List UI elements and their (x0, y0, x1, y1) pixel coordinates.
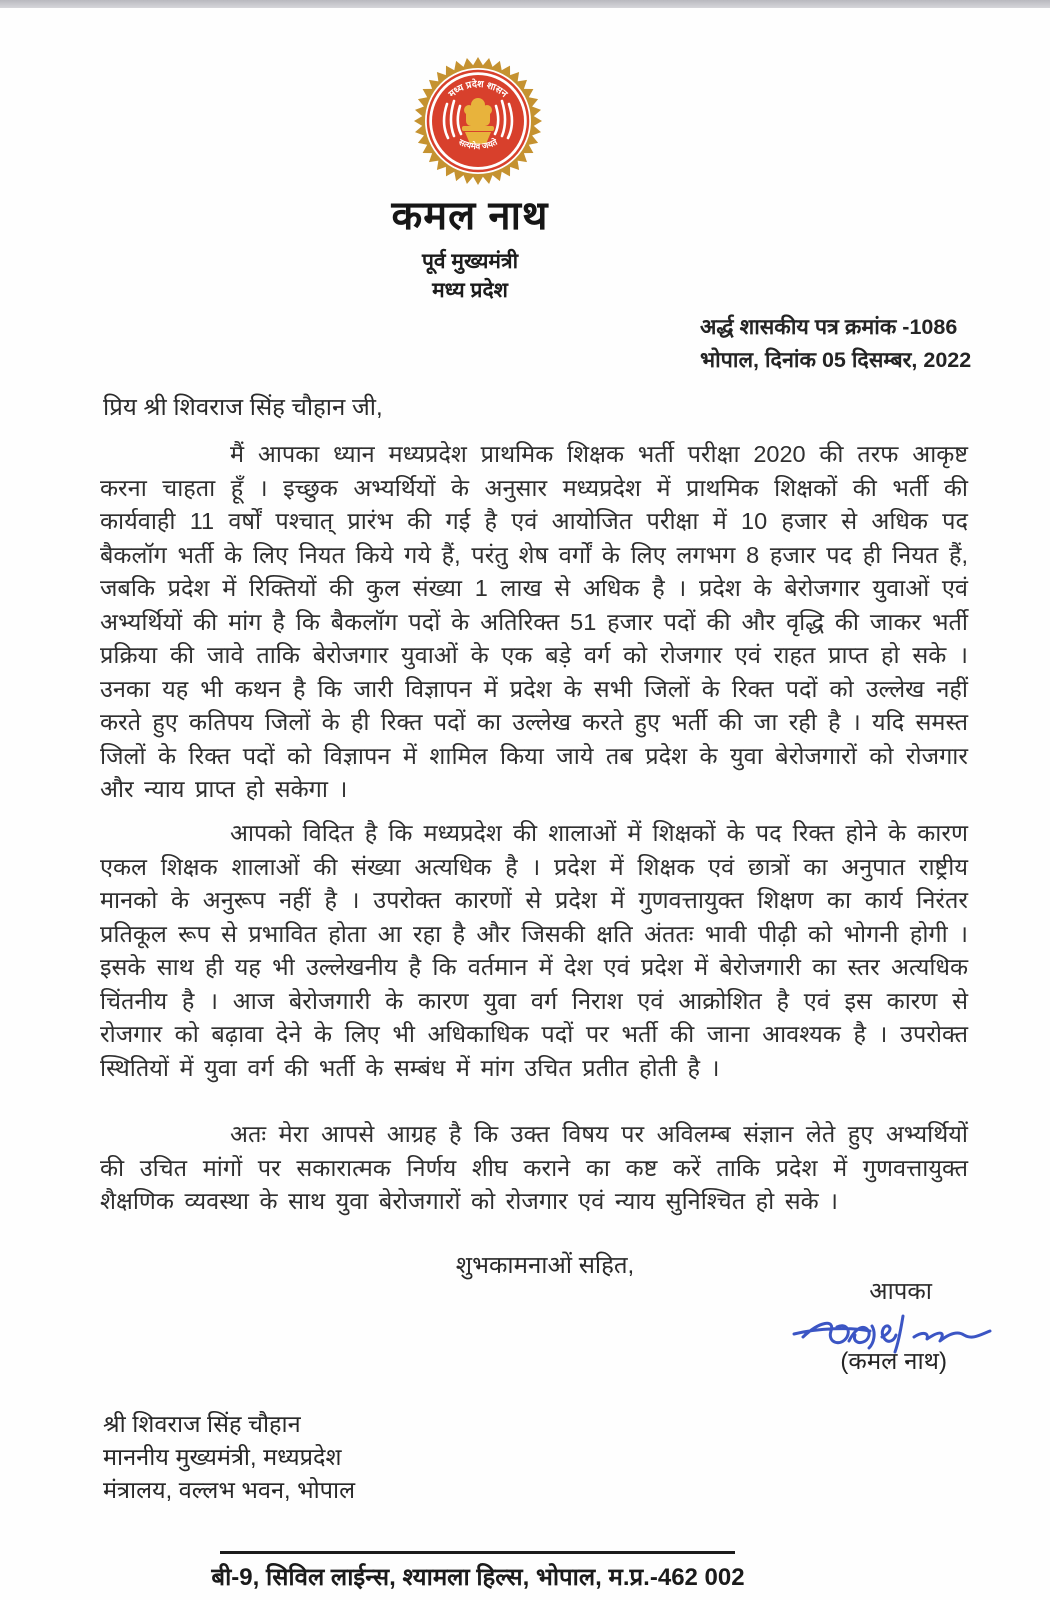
emblem-top-text: मध्य प्रदेश शासन (446, 78, 510, 100)
reference-date-line: भोपाल, दिनांक 05 दिसम्बर, 2022 (700, 348, 972, 372)
letterhead-region: मध्य प्रदेश (432, 279, 508, 302)
emblem-bottom-text: सत्यमेव जयते (457, 136, 499, 152)
mp-government-emblem-icon (413, 56, 543, 186)
salutation: प्रिय श्री शिवराज सिंह चौहान जी, (103, 394, 383, 421)
footer-address: बी-9, सिविल लाईन्स, श्यामला हिल्स, भोपाल, म.प्र.-462 002 (211, 1564, 745, 1591)
reference-block (700, 311, 971, 377)
closing-yours: आपका (869, 1278, 932, 1305)
body-paragraph-3: अतः मेरा आपसे आग्रह है कि उक्त विषय पर अविलम्ब संज्ञान लेते हुए अभ्यर्थियों की उचित मांगों पर सकारात्मक निर्णय शीघ कराने का कष्ट करें ताकि प्रदेश में गुणवत्तायुक्त शैक्षणिक व्यवस्था के साथ युवा बेरोजगारों को रोजगार एवं न्याय सुनिश्चित हो सके । (100, 1121, 968, 1214)
footer-divider (220, 1551, 735, 1554)
letterhead-title: पूर्व मुख्यमंत्री (421, 250, 519, 273)
letterhead-name: कमल नाथ (391, 194, 549, 238)
recipient-block (103, 1408, 355, 1507)
recipient-designation: माननीय मुख्यमंत्री, मध्यप्रदेश (103, 1444, 342, 1470)
recipient-address: मंत्रालय, वल्लभ भवन, भोपाल (103, 1477, 356, 1503)
reference-number-line: अर्द्ध शासकीय पत्र क्रमांक -1086 (700, 315, 958, 339)
closing-regards: शुभकामनाओं सहित, (455, 1252, 635, 1279)
recipient-name: श्री शिवराज सिंह चौहान (103, 1411, 301, 1437)
body-paragraph-1: मैं आपका ध्यान मध्यप्रदेश प्राथमिक शिक्षक भर्ती परीक्षा 2020 की तरफ आकृष्ट करना चाहता हूँ । इच्छुक अभ्यर्थियों के अनुसार मध्यप्रदेश में प्राथमिक शिक्षकों की भर्ती की कार्यवाही 11 वर्षों पश्चात् प्रारंभ की गई है एवं आयोजित परीक्षा में 10 हजार से अधिक पद बैकलॉग भर्ती के लिए नियत किये गये हैं, परंतु शेष वर्गों के लिए लगभग 8 हजार पद ही नियत हैं, जबकि प्रदेश में रिक्तियों की कुल संख्या 1 लाख से अधिक है । प्रदेश के बेरोजगार युवाओं एवं अभ्यर्थियों की मांग है कि बैकलॉग पदों के अतिरिक्त 51 हजार पदों की और वृद्धि की जाकर भर्ती प्रक्रिया की जावे ताकि बेरोजगार युवाओं के एक बड़े वर्ग को रोजगार एवं राहत प्राप्त हो सके । उनका यह भी कथन है कि जारी विज्ञापन में प्रदेश के सभी जिलों के रिक्त पदों को उल्लेख नहीं करते हुए कतिपय जिलों के ही रिक्त पदों का उल्लेख करते हुए भर्ती की जा रही है । यदि समस्त जिलों के रिक्त पदों को विज्ञापन में शामिल किया जाये तब प्रदेश के युवा बेरोजगारों को रोजगार और न्याय प्राप्त हो सकेगा । (100, 441, 968, 802)
body-paragraph-2: आपको विदित है कि मध्यप्रदेश की शालाओं में शिक्षकों के पद रिक्त होने के कारण एकल शिक्षक शालाओं की संख्या अत्यधिक है । प्रदेश में शिक्षक एवं छात्रों का अनुपात राष्ट्रीय मानको के अनुरूप नहीं है । उपरोक्त कारणों से प्रदेश में गुणवत्तायुक्त शिक्षण का कार्य निरंतर प्रतिकूल रूप से प्रभावित होता आ रहा है और जिसकी क्षति अंततः भावी पीढ़ी को भोगनी होगी । इसके साथ ही यह भी उल्लेखनीय है कि वर्तमान में देश एवं प्रदेश में बेरोजगारी का स्तर अत्यधिक चिंतनीय है । आज बेरोजगारी के कारण युवा वर्ग निराश एवं आक्रोशित है एवं इस कारण से रोजगार को बढ़ावा देने के लिए भी अधिकाधिक पदों पर भर्ती की जाना आवश्यक है । उपरोक्त स्थितियों में युवा वर्ग की भर्ती के सम्बंध में मांग उचित प्रतीत होती है । (100, 820, 968, 1081)
scan-top-edge (0, 0, 1050, 8)
signer-name: (कमल नाथ) (840, 1348, 947, 1375)
